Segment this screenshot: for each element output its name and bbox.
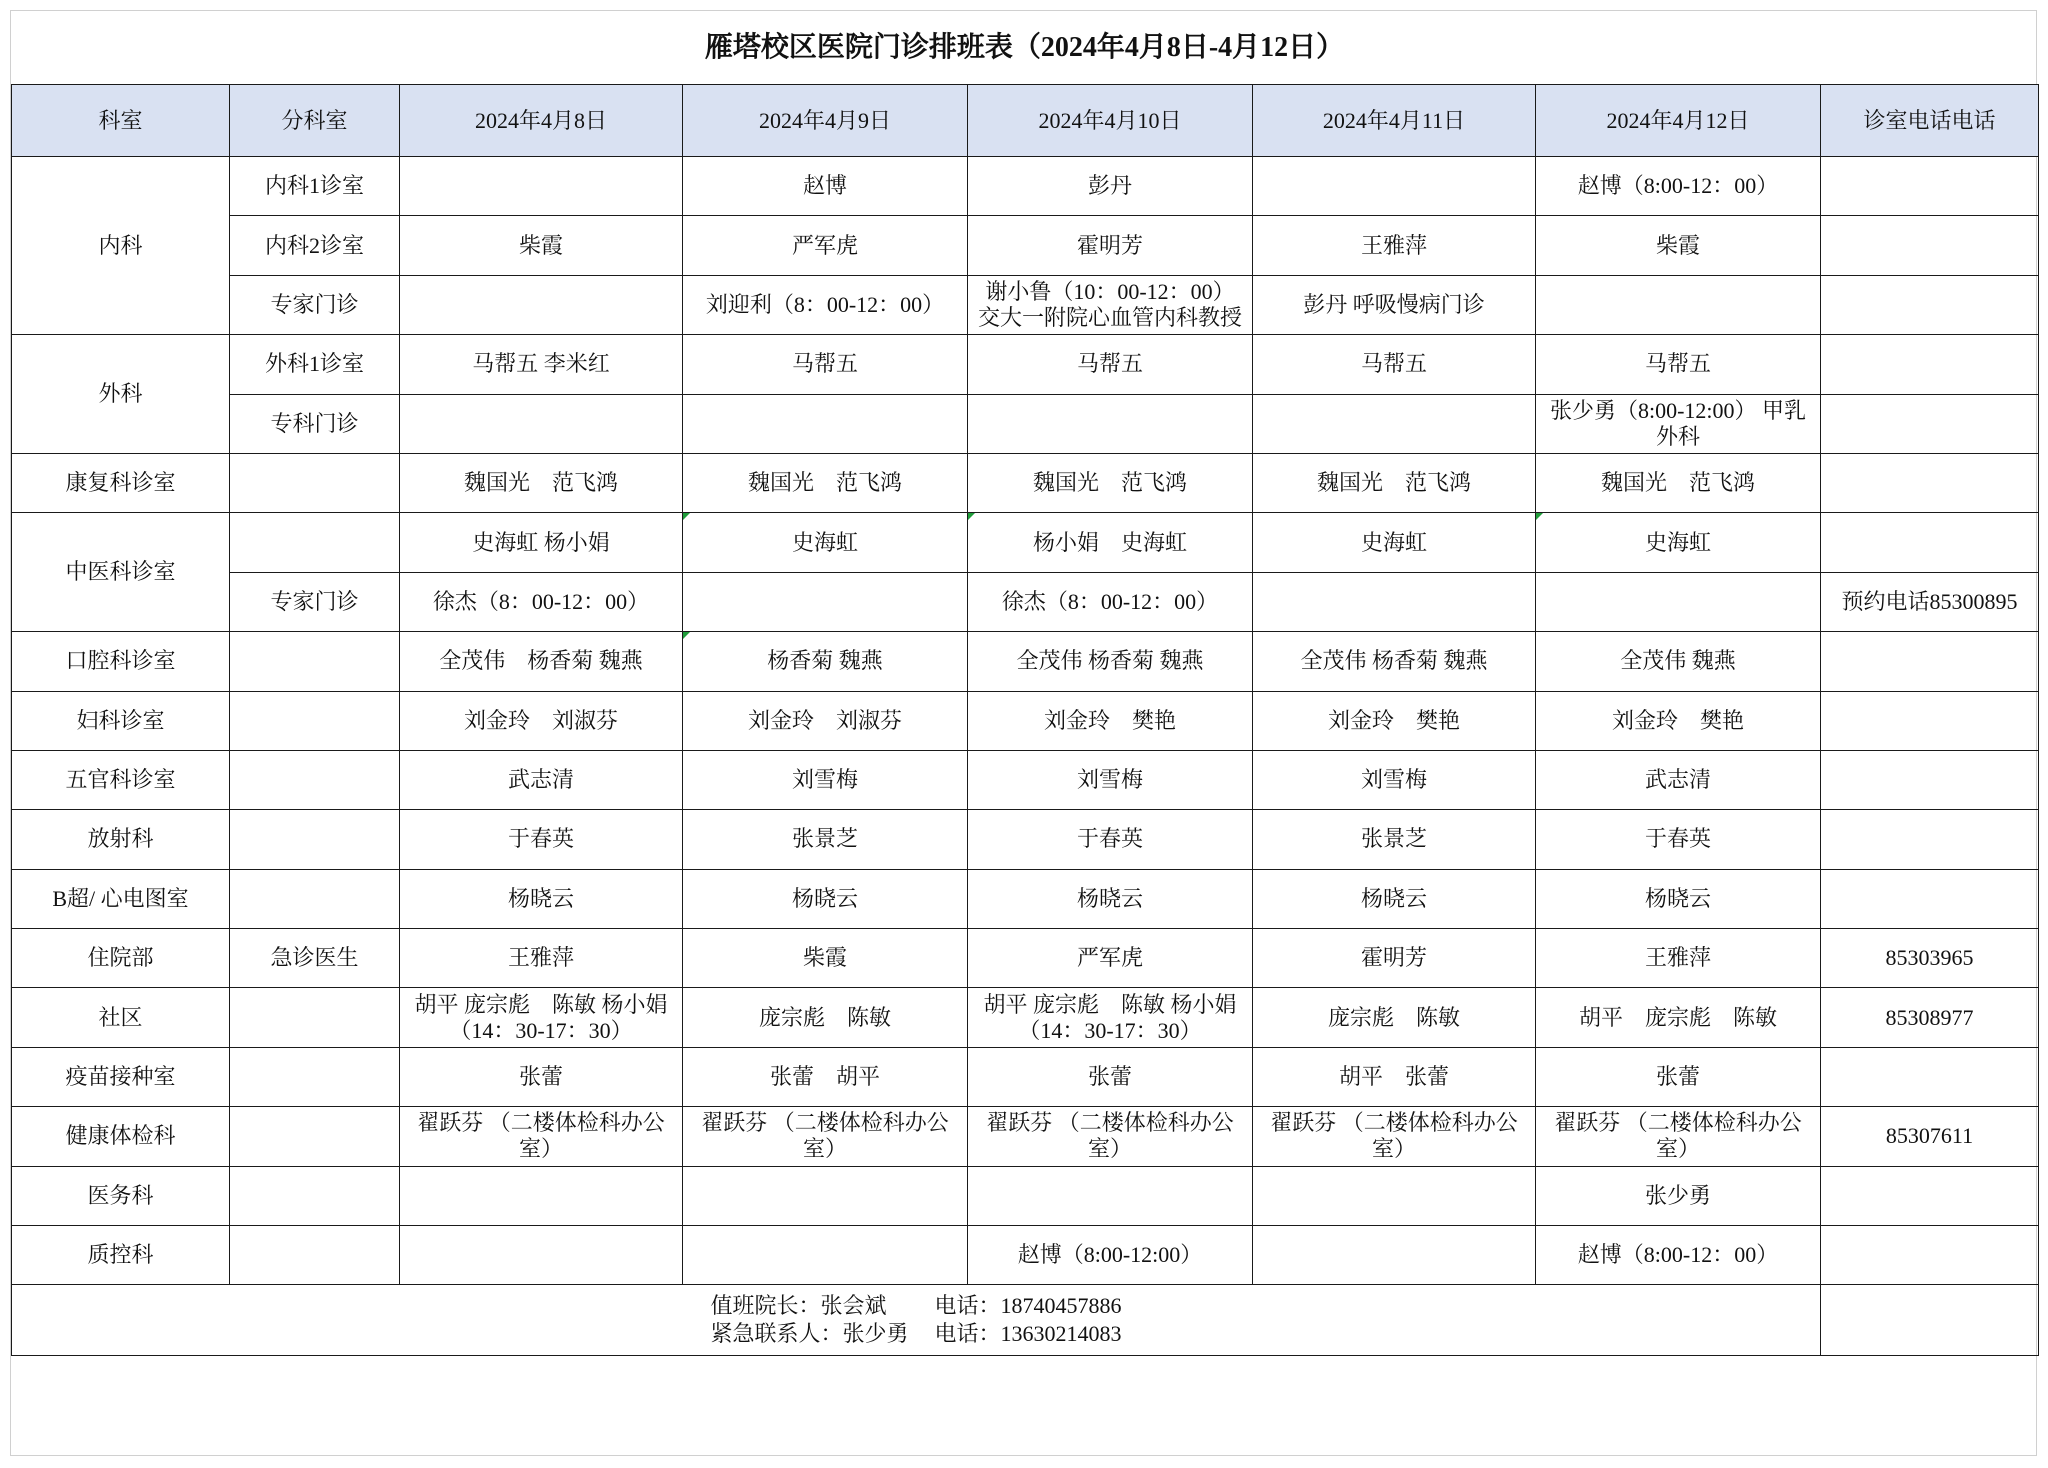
schedule-cell <box>1536 572 1821 631</box>
schedule-cell: 刘雪梅 <box>968 750 1253 809</box>
department-cell: 口腔科诊室 <box>12 632 230 691</box>
schedule-row <box>12 513 2039 572</box>
phone-cell <box>1821 1047 2039 1106</box>
phone-cell <box>1821 335 2039 394</box>
schedule-row <box>12 1166 2039 1225</box>
schedule-cell <box>400 394 683 453</box>
schedule-cell <box>683 394 968 453</box>
schedule-row <box>12 157 2039 216</box>
schedule-cell: 柴霞 <box>683 929 968 988</box>
schedule-cell <box>400 275 683 334</box>
schedule-cell: 翟跃芬 （二楼体检科办公室） <box>400 1107 683 1166</box>
schedule-table <box>11 84 2039 1356</box>
schedule-cell: 胡平 张蕾 <box>1253 1047 1536 1106</box>
schedule-cell <box>1253 572 1536 631</box>
schedule-cell <box>1253 394 1536 453</box>
schedule-row <box>12 810 2039 869</box>
error-indicator-icon <box>968 513 975 520</box>
schedule-cell: 魏国光 范飞鸿 <box>683 453 968 512</box>
schedule-cell: 赵博 <box>683 157 968 216</box>
schedule-row <box>12 869 2039 928</box>
duty-director-phone: 电话：18740457886 <box>934 1293 1122 1319</box>
schedule-row <box>12 216 2039 275</box>
department-cell: 康复科诊室 <box>12 453 230 512</box>
schedule-cell <box>400 157 683 216</box>
sub-department-cell <box>230 750 400 809</box>
schedule-cell <box>1253 1166 1536 1225</box>
phone-cell <box>1821 1166 2039 1225</box>
schedule-cell: 马帮五 <box>968 335 1253 394</box>
schedule-cell: 张景芝 <box>1253 810 1536 869</box>
sub-department-cell <box>230 1107 400 1166</box>
phone-cell <box>1821 157 2039 216</box>
department-cell: B超/ 心电图室 <box>12 869 230 928</box>
schedule-cell: 刘迎利（8：00-12：00） <box>683 275 968 334</box>
schedule-row <box>12 453 2039 512</box>
header-date: 2024年4月8日 <box>400 85 683 157</box>
schedule-row <box>12 335 2039 394</box>
schedule-cell: 翟跃芬 （二楼体检科办公室） <box>1536 1107 1821 1166</box>
schedule-cell <box>683 632 968 691</box>
phone-cell: 预约电话85300895 <box>1821 572 2039 631</box>
schedule-cell: 武志清 <box>1536 750 1821 809</box>
cell-text: 杨香菊 魏燕 <box>767 648 883 674</box>
schedule-cell <box>683 1166 968 1225</box>
schedule-cell: 刘金玲 樊艳 <box>1253 691 1536 750</box>
sub-department-cell: 专家门诊 <box>230 572 400 631</box>
phone-cell: 85307611 <box>1821 1107 2039 1166</box>
sub-department-cell <box>230 632 400 691</box>
schedule-cell <box>968 1166 1253 1225</box>
schedule-cell: 霍明芳 <box>968 216 1253 275</box>
schedule-cell: 刘金玲 樊艳 <box>1536 691 1821 750</box>
schedule-cell: 魏国光 范飞鸿 <box>400 453 683 512</box>
schedule-cell <box>683 572 968 631</box>
schedule-cell: 魏国光 范飞鸿 <box>1253 453 1536 512</box>
schedule-cell: 翟跃芬 （二楼体检科办公室） <box>968 1107 1253 1166</box>
schedule-cell: 王雅萍 <box>1253 216 1536 275</box>
schedule-cell: 魏国光 范飞鸿 <box>968 453 1253 512</box>
schedule-row <box>12 750 2039 809</box>
error-indicator-icon <box>1536 513 1543 520</box>
phone-cell <box>1821 275 2039 334</box>
schedule-row <box>12 572 2039 631</box>
schedule-cell <box>968 394 1253 453</box>
schedule-row <box>12 691 2039 750</box>
schedule-cell: 张蕾 <box>400 1047 683 1106</box>
schedule-cell: 全茂伟 杨香菊 魏燕 <box>968 632 1253 691</box>
duty-director-label: 值班院长：张会斌 <box>710 1293 887 1319</box>
phone-cell <box>1821 453 2039 512</box>
phone-cell <box>1821 632 2039 691</box>
department-cell: 内科 <box>12 157 230 335</box>
schedule-cell: 柴霞 <box>1536 216 1821 275</box>
schedule-cell: 马帮五 李米红 <box>400 335 683 394</box>
department-cell: 健康体检科 <box>12 1107 230 1166</box>
sub-department-cell <box>230 869 400 928</box>
schedule-cell: 赵博（8:00-12：00） <box>1536 1226 1821 1285</box>
schedule-row <box>12 632 2039 691</box>
schedule-cell: 刘雪梅 <box>1253 750 1536 809</box>
schedule-cell <box>683 513 968 572</box>
schedule-cell: 谢小鲁（10：00-12：00） 交大一附院心血管内科教授 <box>968 275 1253 334</box>
department-cell: 放射科 <box>12 810 230 869</box>
schedule-cell: 翟跃芬 （二楼体检科办公室） <box>683 1107 968 1166</box>
sub-department-cell <box>230 513 400 572</box>
schedule-row <box>12 929 2039 988</box>
sub-department-cell <box>230 453 400 512</box>
duty-contacts-cell <box>12 1285 1821 1356</box>
schedule-cell: 赵博（8:00-12：00） <box>1536 157 1821 216</box>
cell-text: 史海虹 <box>1644 529 1711 555</box>
schedule-cell: 张少勇 <box>1536 1166 1821 1225</box>
phone-cell: 85308977 <box>1821 988 2039 1047</box>
sub-department-cell: 专科门诊 <box>230 394 400 453</box>
sub-department-cell: 内科1诊室 <box>230 157 400 216</box>
schedule-cell: 胡平 庞宗彪 陈敏 杨小娟（14：30-17：30） <box>968 988 1253 1047</box>
sub-department-cell: 专家门诊 <box>230 275 400 334</box>
schedule-cell: 杨晓云 <box>1253 869 1536 928</box>
header-sub-department: 分科室 <box>230 85 400 157</box>
schedule-cell: 严军虎 <box>968 929 1253 988</box>
error-indicator-icon <box>683 513 690 520</box>
schedule-cell: 刘金玲 刘淑芬 <box>683 691 968 750</box>
schedule-cell: 于春英 <box>400 810 683 869</box>
schedule-cell: 赵博（8:00-12:00） <box>968 1226 1253 1285</box>
phone-cell <box>1821 216 2039 275</box>
schedule-cell: 刘雪梅 <box>683 750 968 809</box>
schedule-cell: 魏国光 范飞鸿 <box>1536 453 1821 512</box>
schedule-cell: 庞宗彪 陈敏 <box>683 988 968 1047</box>
phone-cell <box>1821 1226 2039 1285</box>
sub-department-cell <box>230 1047 400 1106</box>
schedule-cell: 全茂伟 杨香菊 魏燕 <box>400 632 683 691</box>
schedule-cell: 庞宗彪 陈敏 <box>1253 988 1536 1047</box>
department-cell: 医务科 <box>12 1166 230 1225</box>
schedule-cell: 严军虎 <box>683 216 968 275</box>
schedule-cell: 张蕾 胡平 <box>683 1047 968 1106</box>
schedule-cell: 全茂伟 杨香菊 魏燕 <box>1253 632 1536 691</box>
schedule-cell: 杨晓云 <box>968 869 1253 928</box>
schedule-cell: 于春英 <box>1536 810 1821 869</box>
schedule-cell <box>1536 275 1821 334</box>
department-cell: 外科 <box>12 335 230 454</box>
schedule-cell: 武志清 <box>400 750 683 809</box>
schedule-cell: 徐杰（8：00-12：00） <box>968 572 1253 631</box>
header-date: 2024年4月10日 <box>968 85 1253 157</box>
sub-department-cell <box>230 691 400 750</box>
sub-department-cell: 外科1诊室 <box>230 335 400 394</box>
schedule-row <box>12 1226 2039 1285</box>
schedule-cell: 王雅萍 <box>400 929 683 988</box>
schedule-cell <box>1253 157 1536 216</box>
sub-department-cell: 内科2诊室 <box>230 216 400 275</box>
schedule-cell: 张蕾 <box>968 1047 1253 1106</box>
department-cell: 五官科诊室 <box>12 750 230 809</box>
schedule-cell: 霍明芳 <box>1253 929 1536 988</box>
sub-department-cell <box>230 810 400 869</box>
phone-cell <box>1821 513 2039 572</box>
schedule-cell: 刘金玲 樊艳 <box>968 691 1253 750</box>
schedule-cell: 彭丹 <box>968 157 1253 216</box>
sub-department-cell: 急诊医生 <box>230 929 400 988</box>
department-cell: 住院部 <box>12 929 230 988</box>
sub-department-cell <box>230 1226 400 1285</box>
footer-phone-cell <box>1821 1285 2039 1356</box>
schedule-cell: 胡平 庞宗彪 陈敏 杨小娟（14：30-17：30） <box>400 988 683 1047</box>
footer-row <box>12 1285 2039 1356</box>
header-date: 2024年4月11日 <box>1253 85 1536 157</box>
cell-text: 史海虹 <box>791 529 858 555</box>
schedule-row <box>12 1047 2039 1106</box>
emergency-contact-label: 紧急联系人：张少勇 <box>710 1321 909 1347</box>
cell-text: 杨小娟 史海虹 <box>1032 529 1187 555</box>
phone-cell <box>1821 691 2039 750</box>
schedule-cell: 于春英 <box>968 810 1253 869</box>
schedule-cell: 柴霞 <box>400 216 683 275</box>
header-phone: 诊室电话电话 <box>1821 85 2039 157</box>
schedule-cell <box>683 1226 968 1285</box>
schedule-cell: 全茂伟 魏燕 <box>1536 632 1821 691</box>
department-cell: 疫苗接种室 <box>12 1047 230 1106</box>
header-row <box>12 85 2039 157</box>
schedule-cell: 史海虹 杨小娟 <box>400 513 683 572</box>
schedule-row <box>12 1107 2039 1166</box>
schedule-cell: 张蕾 <box>1536 1047 1821 1106</box>
schedule-cell: 张景芝 <box>683 810 968 869</box>
schedule-row <box>12 394 2039 453</box>
schedule-cell: 翟跃芬 （二楼体检科办公室） <box>1253 1107 1536 1166</box>
schedule-cell <box>400 1166 683 1225</box>
department-cell: 妇科诊室 <box>12 691 230 750</box>
department-cell: 中医科诊室 <box>12 513 230 632</box>
schedule-cell: 张少勇（8:00-12:00） 甲乳外科 <box>1536 394 1821 453</box>
emergency-contact-phone: 电话：13630214083 <box>934 1321 1122 1347</box>
schedule-cell: 杨晓云 <box>400 869 683 928</box>
department-cell: 社区 <box>12 988 230 1047</box>
phone-cell: 85303965 <box>1821 929 2039 988</box>
header-department: 科室 <box>12 85 230 157</box>
sub-department-cell <box>230 1166 400 1225</box>
schedule-cell: 马帮五 <box>1253 335 1536 394</box>
duty-contacts <box>16 1292 1816 1348</box>
schedule-row <box>12 988 2039 1047</box>
schedule-cell: 徐杰（8：00-12：00） <box>400 572 683 631</box>
schedule-cell <box>400 1226 683 1285</box>
schedule-cell <box>1253 1226 1536 1285</box>
department-cell: 质控科 <box>12 1226 230 1285</box>
schedule-cell: 彭丹 呼吸慢病门诊 <box>1253 275 1536 334</box>
schedule-row <box>12 275 2039 334</box>
schedule-cell: 马帮五 <box>683 335 968 394</box>
phone-cell <box>1821 810 2039 869</box>
sub-department-cell <box>230 988 400 1047</box>
error-indicator-icon <box>683 632 690 639</box>
page-title: 雁塔校区医院门诊排班表（2024年4月8日-4月12日） <box>704 32 1345 63</box>
schedule-cell: 刘金玲 刘淑芬 <box>400 691 683 750</box>
schedule-cell: 胡平 庞宗彪 陈敏 <box>1536 988 1821 1047</box>
schedule-cell: 杨晓云 <box>1536 869 1821 928</box>
schedule-cell <box>1536 513 1821 572</box>
schedule-cell: 杨晓云 <box>683 869 968 928</box>
header-date: 2024年4月12日 <box>1536 85 1821 157</box>
schedule-cell: 王雅萍 <box>1536 929 1821 988</box>
schedule-cell: 马帮五 <box>1536 335 1821 394</box>
phone-cell <box>1821 869 2039 928</box>
header-date: 2024年4月9日 <box>683 85 968 157</box>
schedule-cell: 史海虹 <box>1253 513 1536 572</box>
phone-cell <box>1821 750 2039 809</box>
phone-cell <box>1821 394 2039 453</box>
schedule-cell <box>968 513 1253 572</box>
